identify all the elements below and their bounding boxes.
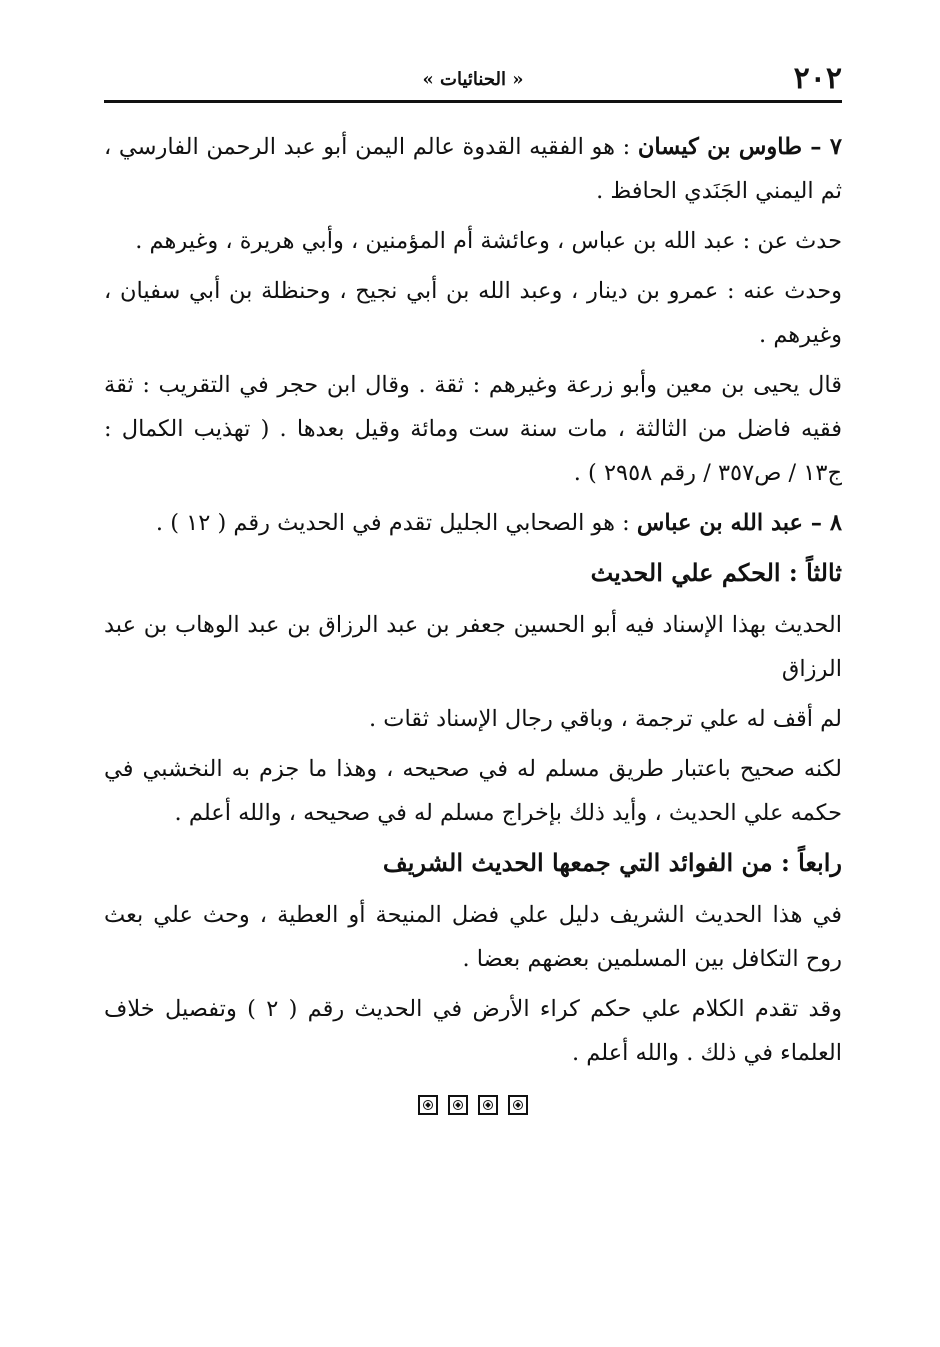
narrated-by-paragraph	[104, 269, 842, 357]
page-header	[104, 62, 842, 103]
narrator-description: : هو الفقيه القدوة عالم اليمن أبو عبد الرحمن الفارسي ، ثم اليمني الجَنَدي الحافظ .	[104, 134, 842, 204]
section-heading-benefits: رابعاً : من الفوائد التي جمعها الحديث الشريف	[382, 848, 842, 877]
floral-square-ornament-icon	[478, 1095, 498, 1115]
ruling-paragraph: الحديث بهذا الإسناد فيه أبو الحسين جعفر بن عبد الرزاق بن عبد الوهاب بن عبد الرزاق	[104, 612, 842, 682]
paragraph-text: قال يحيى بن معين وأبو زرعة وغيرهم : ثقة . وقال ابن حجر في التقريب : ثقة فقيه فاضل من الثالثة ، مات سنة ست ومائة وقيل بعدها . ( تهذيب الكمال : ج١٣ / ص٣٥٧ / رقم ٢٩٥٨ ) .	[104, 372, 842, 486]
grading-paragraph	[104, 363, 842, 495]
narrator-description: : هو الصحابي الجليل تقدم في الحديث رقم ( ١٢ ) .	[155, 510, 637, 536]
narrator-name: ٨ – عبد الله بن عباس	[636, 510, 842, 536]
paragraph-text: حدث عن : عبد الله بن عباس ، وعائشة أم المؤمنين ، وأبي هريرة ، وغيرهم .	[135, 228, 842, 254]
narrated-from-paragraph	[104, 219, 842, 263]
book-page	[104, 62, 842, 1129]
narrator-entry-8	[104, 501, 842, 545]
running-title: « الحنائيات »	[422, 69, 524, 90]
section-heading-ruling: ثالثاً : الحكم علي الحديث	[590, 558, 842, 587]
floral-square-ornament-icon	[508, 1095, 528, 1115]
floral-square-ornament-icon	[418, 1095, 438, 1115]
narrator-name: ٧ – طاوس بن كيسان	[637, 134, 842, 160]
narrator-entry-7	[104, 125, 842, 213]
benefits-paragraph: وقد تقدم الكلام علي حكم كراء الأرض في الحديث رقم ( ٢ ) وتفصيل خلاف العلماء في ذلك . والله أعلم .	[104, 996, 842, 1066]
paragraph-text: وحدث عنه : عمرو بن دينار ، وعبد الله بن أبي نجيح ، وحنظلة بن أبي سفيان ، وغيرهم .	[104, 278, 842, 348]
page-content	[104, 125, 842, 1129]
ruling-paragraph: لم أقف له علي ترجمة ، وباقي رجال الإسناد ثقات .	[368, 706, 842, 732]
benefits-paragraph: في هذا الحديث الشريف دليل علي فضل المنيحة أو العطية ، وحث علي بعث روح التكافل بين المسلمين بعضهم بعضا .	[104, 902, 842, 972]
floral-square-ornament-icon	[448, 1095, 468, 1115]
ruling-paragraph: لكنه صحيح باعتبار طريق مسلم له في صحيحه ، وهذا ما جزم به النخشبي في حكمه علي الحديث ، وأيد ذلك بإخراج مسلم له في صحيحه ، والله أعلم .	[104, 756, 842, 826]
page-number: ٢٠٢	[793, 61, 842, 96]
end-ornament	[104, 1095, 842, 1129]
